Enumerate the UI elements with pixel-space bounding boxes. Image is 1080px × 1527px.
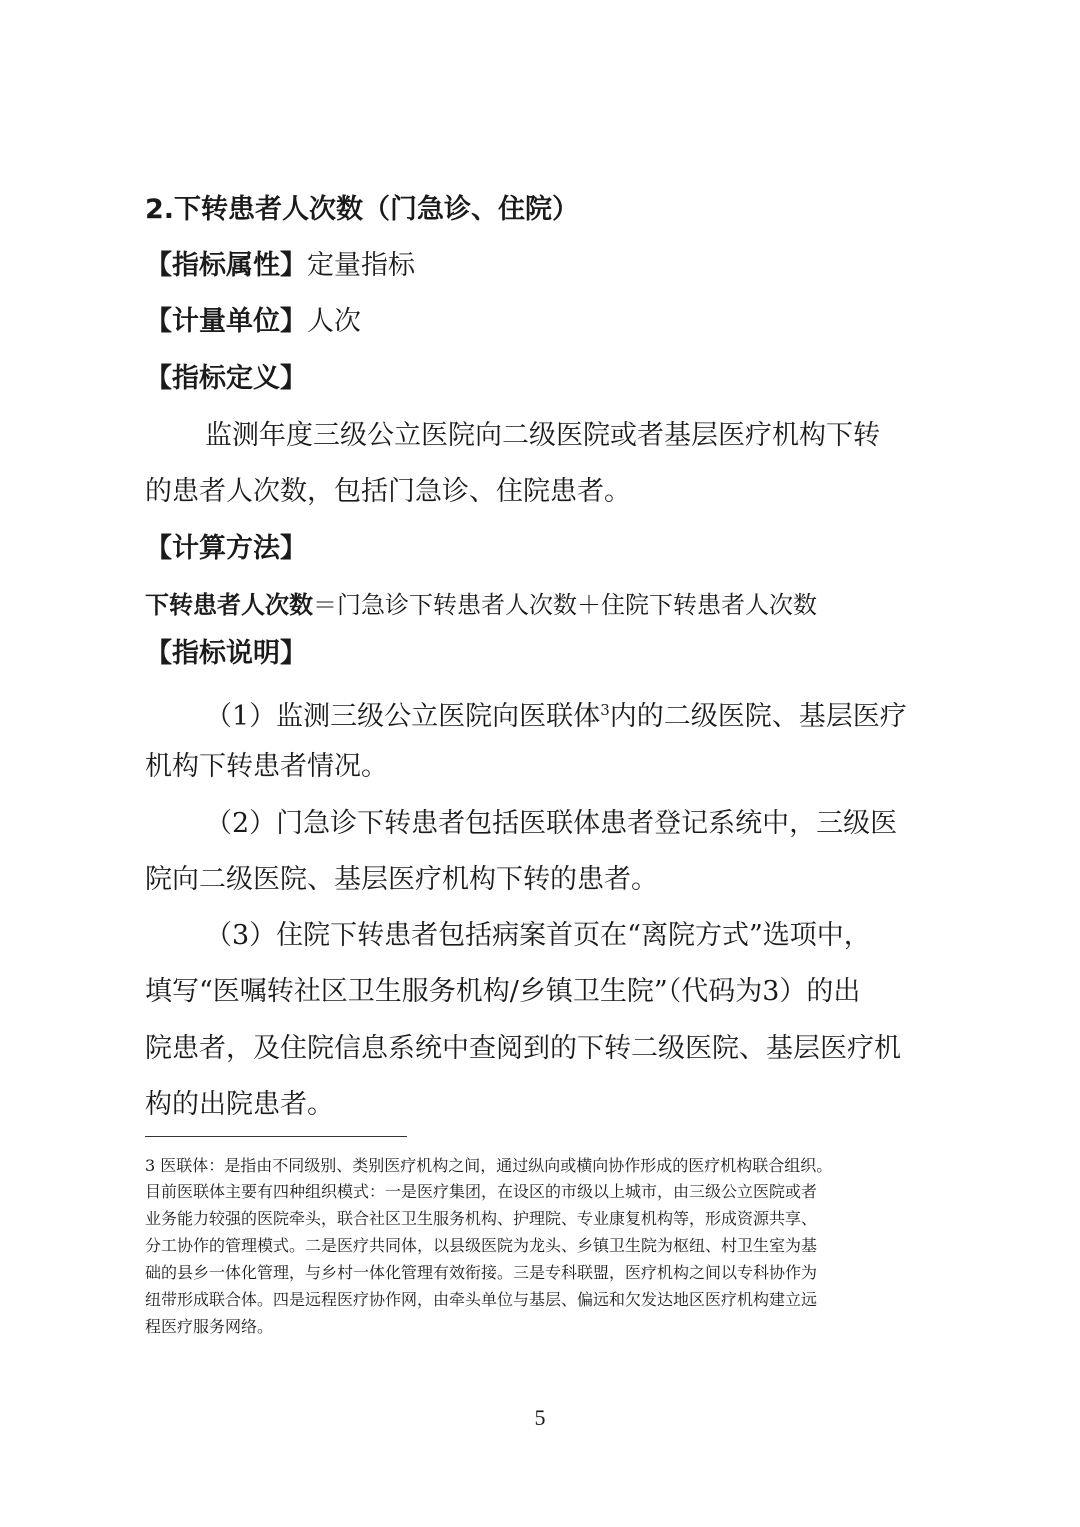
attribute-label: 【指标属性】 — [145, 250, 307, 281]
note-1-text: 内的二级医院、基层医疗 — [609, 701, 907, 732]
footnote-line: 纽带形成联合体。四是远程医疗协作网，由牵头单位与基层、偏远和欠发达地区医疗机构建立远 — [145, 1290, 818, 1309]
attribute-row — [145, 246, 415, 286]
footnote-ref: 3 — [600, 701, 610, 719]
note-3-line: （3）住院下转患者包括病案首页在“离院方式”选项中， — [205, 920, 871, 951]
note-1-text: （1）监测三级公立医院向医联体 — [205, 701, 601, 732]
footnote-line: 础的县乡一体化管理，与乡村一体化管理有效衔接。三是专科联盟，医疗机构之间以专科协作为 — [145, 1263, 818, 1282]
unit-row — [145, 302, 361, 342]
note-1-line: 机构下转患者情况。 — [145, 751, 388, 782]
formula-right: ＝门急诊下转患者人次数＋住院下转患者人次数 — [313, 591, 817, 619]
footnote-divider — [145, 1136, 407, 1137]
note-2-line: （2）门急诊下转患者包括医联体患者登记系统中，三级医 — [205, 808, 898, 839]
footnote-line: 分工协作的管理模式。二是医疗共同体，以县级医院为龙头、乡镇卫生院为枢纽、村卫生室为基 — [145, 1236, 818, 1255]
definition-line: 的患者人次数，包括门急诊、住院患者。 — [145, 476, 631, 507]
footnote-line: 程医疗服务网络。 — [145, 1317, 274, 1336]
note-1-line — [205, 690, 907, 737]
notes-label: 【指标说明】 — [145, 638, 307, 669]
footnote-line: 3 医联体：是指由不同级别、类别医疗机构之间，通过纵向或横向协作形成的医疗机构联合组织。 — [145, 1156, 833, 1175]
note-2-line: 院向二级医院、基层医疗机构下转的患者。 — [145, 864, 658, 895]
formula — [145, 585, 817, 625]
note-3-line: 填写“医嘱转社区卫生服务机构/乡镇卫生院”（代码为3）的出 — [145, 976, 861, 1007]
page-number: 5 — [534, 1405, 546, 1430]
section-heading: 2.下转患者人次数（门急诊、住院） — [145, 194, 580, 225]
footnote-line: 目前医联体主要有四种组织模式：一是医疗集团，在设区的市级以上城市，由三级公立医院或者 — [145, 1182, 818, 1201]
footnote-line: 业务能力较强的医院牵头，联合社区卫生服务机构、护理院、专业康复机构等，形成资源共享、 — [145, 1209, 818, 1228]
note-3-line: 院患者，及住院信息系统中查阅到的下转二级医院、基层医疗机 — [145, 1033, 901, 1064]
unit-value: 人次 — [307, 306, 361, 337]
definition-line: 监测年度三级公立医院向二级医院或者基层医疗机构下转 — [205, 420, 880, 451]
note-3-line: 构的出院患者。 — [145, 1089, 334, 1120]
formula-left: 下转患者人次数 — [145, 591, 313, 619]
definition-label: 【指标定义】 — [145, 363, 307, 394]
attribute-value: 定量指标 — [307, 250, 415, 281]
unit-label: 【计量单位】 — [145, 306, 307, 337]
method-label: 【计算方法】 — [145, 533, 307, 564]
